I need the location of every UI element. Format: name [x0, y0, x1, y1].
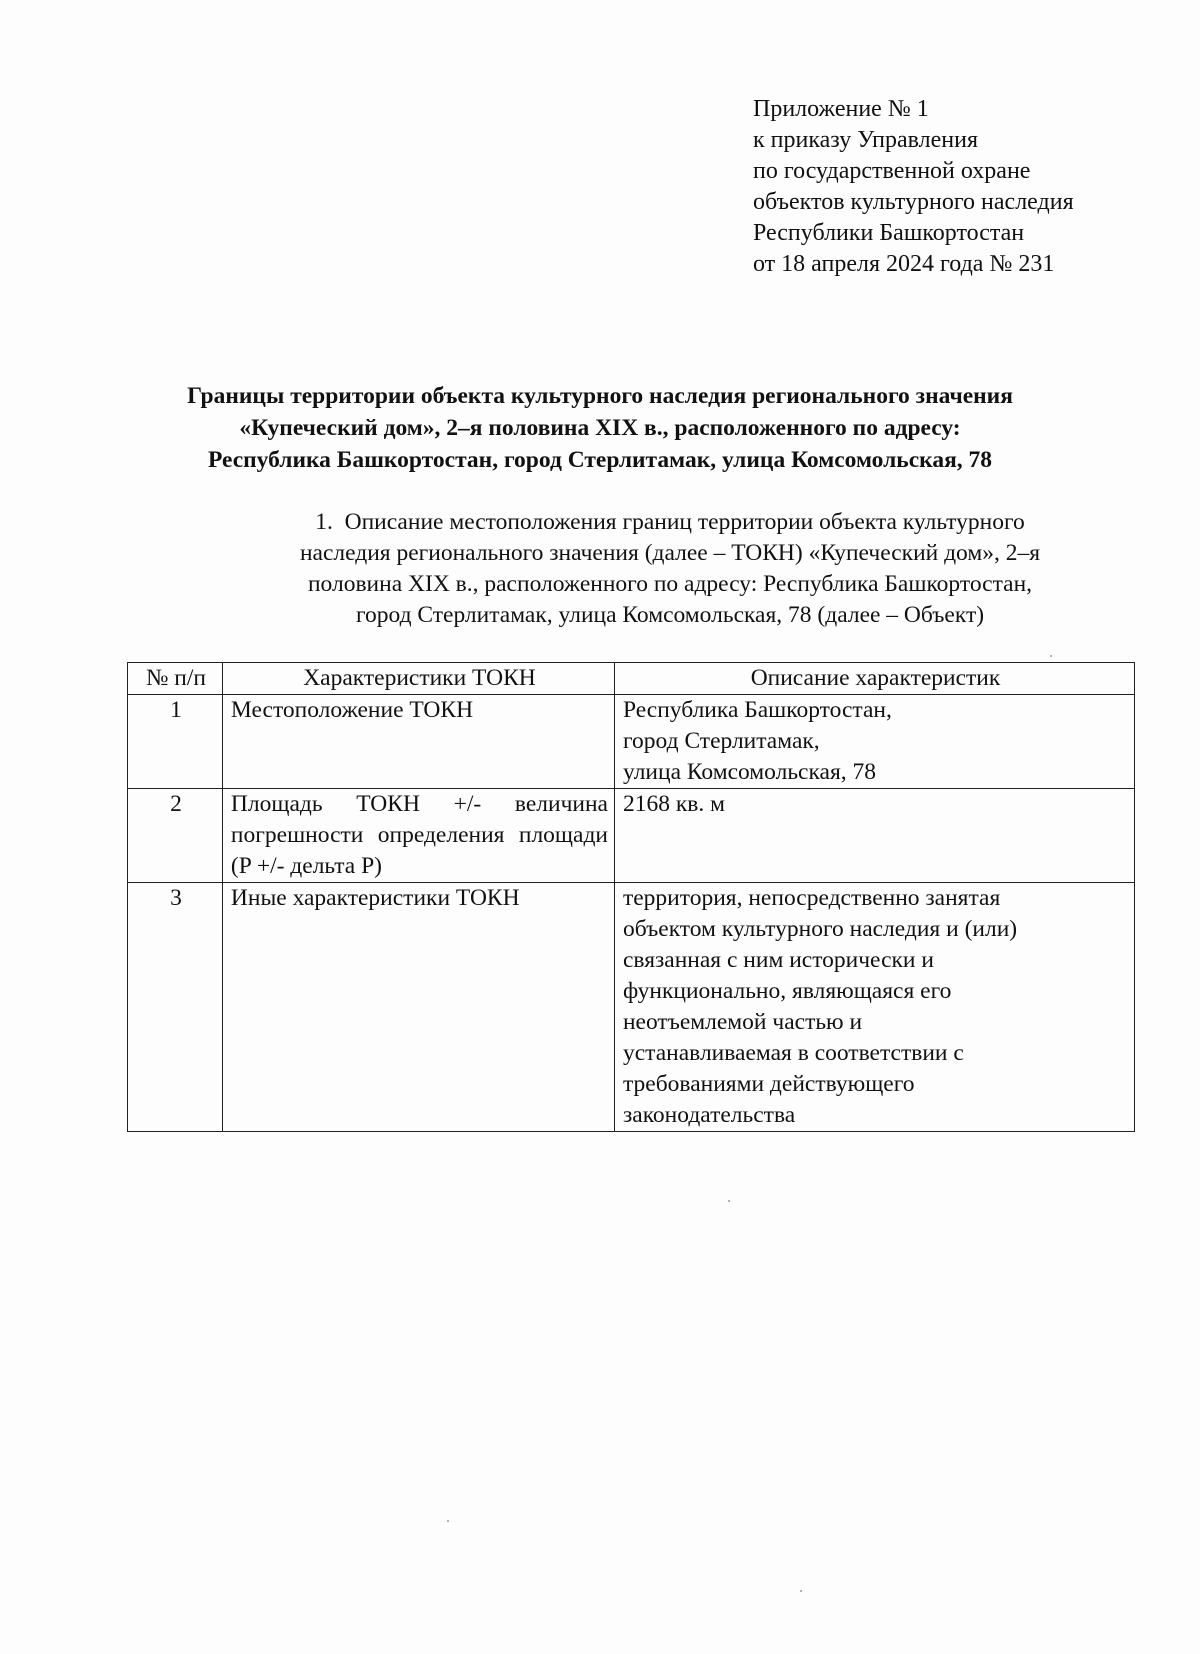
- row-description: [614, 883, 1134, 1132]
- title-line: «Купеческий дом», 2–я половина XIX в., расположенного по адресу:: [239, 415, 961, 441]
- section-line: город Стерлитамак, улица Комсомольская, 78 (далее – Объект): [355, 602, 985, 628]
- row-number: 3: [128, 883, 223, 1132]
- scan-speck: [1050, 655, 1052, 657]
- row-description: [614, 695, 1134, 789]
- description-line: законодательства: [622, 1102, 796, 1128]
- appendix-line: Республики Башкортостан: [753, 220, 1025, 246]
- section-heading: [205, 507, 1135, 631]
- description-line: связанная с ним исторически и: [622, 947, 934, 973]
- characteristics-table: [127, 662, 1135, 1132]
- description-line: функционально, являющаяся его: [622, 978, 952, 1004]
- section-line-text: Описание местоположения границ территории объекта культурного: [344, 509, 1025, 535]
- description-line: город Стерлитамак,: [622, 728, 820, 754]
- description-line: 2168 кв. м: [622, 791, 725, 817]
- row-number: 1: [128, 695, 223, 789]
- table-header-row: [128, 663, 1135, 695]
- row-description: [614, 789, 1134, 883]
- row-characteristic: Площадь ТОКН +/- величина погрешности определения площади (P +/- дельта P): [222, 789, 614, 883]
- appendix-line: Приложение № 1: [753, 96, 929, 122]
- appendix-line: от 18 апреля 2024 года № 231: [753, 251, 1055, 277]
- row-characteristic: Иные характеристики ТОКН: [222, 883, 614, 1132]
- column-header-characteristic: Характеристики ТОКН: [222, 663, 614, 695]
- table-row: [128, 789, 1135, 883]
- description-line: территория, непосредственно занятая: [622, 885, 1001, 911]
- appendix-line: к приказу Управления: [753, 127, 979, 153]
- document-title: [100, 380, 1100, 476]
- column-header-description: Описание характеристик: [614, 663, 1134, 695]
- column-header-number: № п/п: [128, 663, 223, 695]
- description-line: Республика Башкортостан,: [622, 697, 892, 723]
- row-characteristic: Местоположение ТОКН: [222, 695, 614, 789]
- appendix-line: объектов культурного наследия: [753, 189, 1074, 215]
- scan-speck: [447, 1520, 449, 1522]
- section-line: наследия регионального значения (далее – ТОКН) «Купеческий дом», 2–я: [299, 540, 1041, 566]
- title-line: Границы территории объекта культурного наследия регионального значения: [187, 383, 1013, 409]
- section-line: [205, 507, 1135, 538]
- description-line: устанавливаемая в соответствии с: [622, 1040, 964, 1066]
- description-line: улица Комсомольская, 78: [622, 759, 877, 785]
- description-line: объектом культурного наследия и (или): [622, 916, 1018, 942]
- appendix-header: [753, 94, 1074, 280]
- appendix-line: по государственной охране: [753, 158, 1031, 184]
- title-line: Республика Башкортостан, город Стерлитамак, улица Комсомольская, 78: [207, 447, 993, 473]
- scan-speck: [800, 1590, 802, 1592]
- description-line: требованиями действующего: [622, 1071, 915, 1097]
- description-line: неотъемлемой частью и: [622, 1009, 863, 1035]
- table-row: [128, 695, 1135, 789]
- scan-speck: [728, 1200, 730, 1202]
- row-number: 2: [128, 789, 223, 883]
- section-number: 1.: [315, 509, 333, 535]
- table-row: [128, 883, 1135, 1132]
- section-line: половина XIX в., расположенного по адресу: Республика Башкортостан,: [307, 571, 1033, 597]
